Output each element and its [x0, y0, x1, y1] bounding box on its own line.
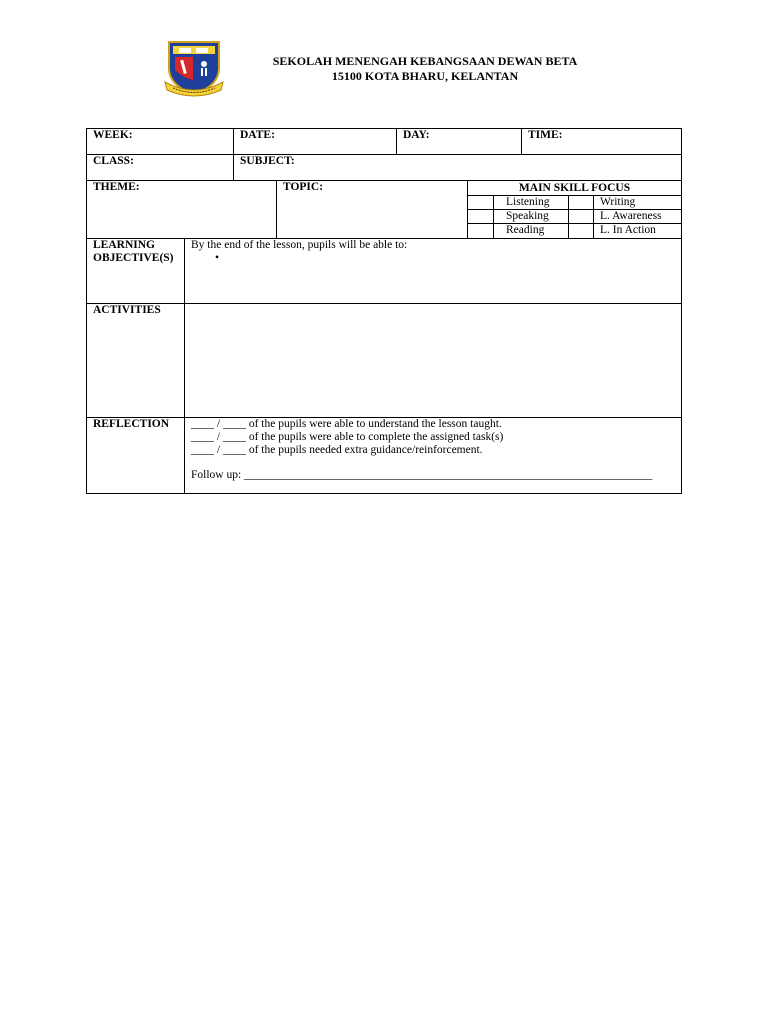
skill-focus-title: MAIN SKILL FOCUS — [468, 181, 681, 196]
skill-checkbox[interactable] — [468, 210, 494, 223]
time-cell[interactable] — [521, 129, 681, 154]
time-label: TIME: — [528, 129, 563, 141]
theme-label: THEME: — [93, 181, 140, 193]
row-reflection — [87, 418, 681, 494]
skill-checkbox[interactable] — [468, 224, 494, 238]
date-cell[interactable] — [233, 129, 396, 154]
learning-objective-content[interactable] — [184, 239, 681, 303]
row-week-date — [87, 129, 681, 155]
learning-objective-intro: By the end of the lesson, pupils will be able to: — [191, 239, 408, 251]
learning-objective-bullet: • — [215, 252, 220, 264]
skill-checkbox[interactable] — [568, 224, 594, 238]
topic-label: TOPIC: — [283, 181, 324, 193]
activities-content[interactable] — [184, 304, 681, 417]
learning-objective-label-line2: OBJECTIVE(S) — [93, 252, 174, 264]
school-crest-icon — [163, 40, 225, 98]
skill-writing: Writing — [600, 196, 636, 208]
reflection-spacer — [191, 457, 675, 469]
reflection-label: REFLECTION — [93, 418, 170, 430]
class-cell[interactable] — [87, 155, 233, 180]
skill-checkbox[interactable] — [468, 196, 494, 209]
row-class-subject — [87, 155, 681, 181]
school-header — [240, 54, 610, 84]
school-address: 15100 KOTA BHARU, KELANTAN — [331, 69, 519, 83]
row-theme-topic — [87, 181, 681, 239]
activities-label: ACTIVITIES — [93, 304, 161, 316]
skill-checkbox[interactable] — [568, 196, 594, 209]
theme-cell[interactable] — [87, 181, 276, 238]
reflection-line: ____ / ____ of the pupils needed extra guidance/reinforcement. — [191, 444, 483, 456]
follow-up-line: Follow up: _______________________________________________________________________ — [191, 469, 653, 481]
day-label: DAY: — [403, 129, 430, 141]
reflection-line: ____ / ____ of the pupils were able to understand the lesson taught. — [191, 418, 502, 430]
reflection-content[interactable] — [184, 418, 681, 494]
topic-cell[interactable] — [276, 181, 467, 238]
skill-checkbox[interactable] — [568, 210, 594, 223]
skill-language-awareness: L. Awareness — [600, 210, 662, 222]
learning-objective-label — [87, 239, 184, 303]
skill-speaking: Speaking — [506, 210, 549, 222]
week-cell[interactable] — [87, 129, 233, 154]
date-label: DATE: — [240, 129, 275, 141]
school-name: SEKOLAH MENENGAH KEBANGSAAN DEWAN BETA — [272, 54, 578, 68]
skill-row — [468, 224, 681, 238]
lesson-plan-table — [86, 128, 682, 494]
skill-row — [468, 210, 681, 224]
learning-objective-label-line1: LEARNING — [93, 239, 155, 251]
skill-listening: Listening — [506, 196, 550, 208]
class-label: CLASS: — [93, 155, 134, 167]
day-cell[interactable] — [396, 129, 521, 154]
skill-reading: Reading — [506, 224, 545, 236]
row-learning-objectives — [87, 239, 681, 304]
main-skill-focus — [467, 181, 681, 238]
row-activities — [87, 304, 681, 418]
skill-row — [468, 196, 681, 210]
skill-language-in-action: L. In Action — [600, 224, 656, 236]
subject-cell[interactable] — [233, 155, 681, 180]
subject-label: SUBJECT: — [240, 155, 295, 167]
reflection-line: ____ / ____ of the pupils were able to complete the assigned task(s) — [191, 431, 504, 443]
week-label: WEEK: — [93, 129, 133, 141]
